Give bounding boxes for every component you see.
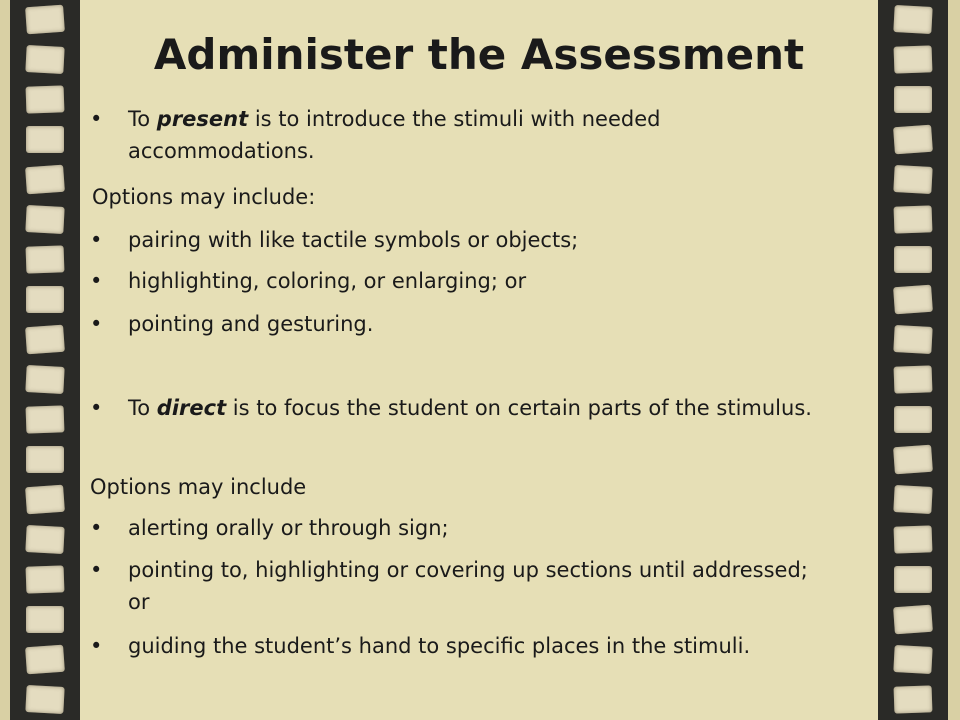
film-frame: [893, 605, 933, 635]
film-frame: [26, 565, 65, 593]
left-margin: [0, 0, 10, 720]
film-frame: [893, 485, 932, 514]
bullet-glyph: •: [90, 107, 103, 131]
film-frame: [25, 205, 64, 234]
film-frame: [894, 86, 932, 113]
film-frame: [25, 325, 65, 355]
film-frame: [894, 406, 932, 433]
film-frame: [26, 286, 64, 313]
bullet-glyph: •: [90, 396, 103, 420]
present-option-text: pointing and gesturing.: [128, 312, 374, 336]
present-option-text: pairing with like tactile symbols or objects;: [128, 228, 579, 252]
film-frame: [893, 285, 933, 315]
present-intro-text: To present is to introduce the stimuli with needed accommodations.: [128, 107, 661, 163]
bullet-glyph: •: [90, 516, 103, 540]
film-frame: [893, 325, 932, 354]
right-margin: [948, 0, 960, 720]
direct-option-text: alerting orally or through sign;: [128, 516, 449, 540]
direct-keyword: direct: [156, 396, 227, 420]
film-frame: [26, 446, 64, 473]
film-frame: [25, 685, 64, 714]
bullet-glyph: •: [90, 228, 103, 252]
film-frame: [894, 685, 933, 713]
film-frame: [25, 645, 65, 675]
film-frame: [25, 485, 65, 515]
film-frame: [893, 645, 932, 674]
film-frame: [26, 85, 65, 113]
film-frame: [893, 445, 933, 475]
film-frame: [893, 5, 932, 34]
film-frame: [893, 165, 932, 194]
bullet-glyph: •: [90, 269, 103, 293]
film-frame: [26, 405, 65, 433]
direct-options-label: Options may include: [90, 475, 307, 499]
direct-option-text: pointing to, highlighting or covering up sections until addressed; or: [128, 558, 808, 614]
bullet-glyph: •: [90, 312, 103, 336]
slide-title: Administer the Assessment: [153, 30, 805, 79]
film-frame: [26, 245, 65, 273]
film-frame: [894, 525, 933, 553]
direct-option-text: guiding the student’s hand to specific places in the stimuli.: [128, 634, 751, 658]
slide-content: [80, 0, 878, 720]
bullet-glyph: •: [90, 558, 103, 582]
film-frame: [25, 45, 64, 74]
film-strip-right: [878, 0, 948, 720]
present-option-text: highlighting, coloring, or enlarging; or: [128, 269, 527, 293]
film-frame: [25, 525, 64, 554]
film-frame: [894, 45, 933, 73]
film-frame: [894, 246, 932, 273]
film-frame: [25, 365, 64, 394]
film-frame: [893, 125, 933, 155]
film-frame: [26, 606, 64, 633]
film-frame: [25, 5, 65, 35]
film-strip-left: [10, 0, 80, 720]
film-frame: [894, 205, 933, 233]
bullet-glyph: •: [90, 634, 103, 658]
film-frame: [26, 126, 64, 153]
film-frame: [25, 165, 65, 195]
present-options-label: Options may include:: [92, 185, 316, 209]
film-frame: [894, 365, 933, 393]
present-keyword: present: [156, 107, 249, 131]
film-frame: [894, 566, 932, 593]
direct-intro-text: To direct is to focus the student on certain parts of the stimulus.: [128, 396, 812, 420]
